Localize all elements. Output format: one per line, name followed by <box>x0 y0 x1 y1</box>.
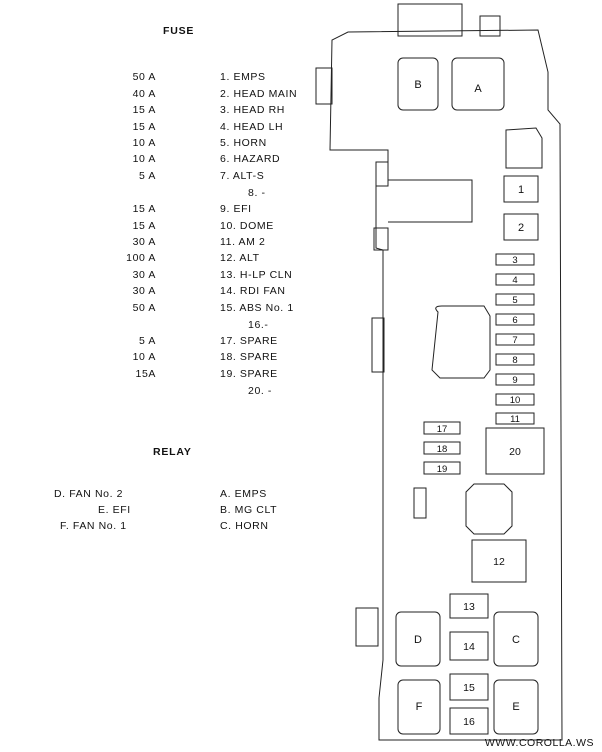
fuse-15-label: 15 <box>463 682 475 694</box>
fuse-label: 4. HEAD LH <box>220 121 284 133</box>
fuse-19-label: 19 <box>436 464 448 475</box>
fuse-amp: 10 A <box>132 137 156 149</box>
relay-label: D. FAN No. 2 <box>54 488 124 500</box>
side-tab <box>356 608 378 646</box>
fuse-amp: 5 A <box>139 170 156 182</box>
relay-b-label: B <box>414 79 422 91</box>
relay-label: F. FAN No. 1 <box>60 520 127 532</box>
fuse-12-label: 12 <box>493 556 505 568</box>
fuse-1-label: 1 <box>517 184 525 196</box>
fuse-amp: 15 A <box>132 104 156 116</box>
fuse-7-label: 7 <box>512 335 518 346</box>
fuse-label: 17. SPARE <box>220 335 278 347</box>
socket-upper <box>506 128 542 168</box>
fuse-label: 10. DOME <box>220 220 274 232</box>
fuse-label: 11. AM 2 <box>220 236 266 248</box>
relay-label: B. MG CLT <box>220 504 278 516</box>
fuse-20-label: 20 <box>509 446 521 458</box>
fuse-17-label: 17 <box>436 424 448 435</box>
fuse-label: 14. RDI FAN <box>220 285 286 297</box>
socket-lower <box>466 484 512 534</box>
fuse-18-label: 18 <box>436 444 448 455</box>
bracket-arm <box>388 180 472 222</box>
fuse-label: 19. SPARE <box>220 368 278 380</box>
fuse-label: 12. ALT <box>220 252 260 264</box>
fuse-header: FUSE <box>163 25 195 37</box>
fuse-label: 6. HAZARD <box>220 153 281 165</box>
fuse-amp: 5 A <box>139 335 156 347</box>
relay-e-label: E <box>512 701 520 713</box>
fuse-6-label: 6 <box>512 315 518 326</box>
relay-f-label: F <box>415 701 423 713</box>
fuse-label: 15. ABS No. 1 <box>220 302 294 314</box>
fuse-amp: 100 A <box>126 252 156 264</box>
fuse-3-label: 3 <box>512 255 518 266</box>
fuse-label: 5. HORN <box>220 137 267 149</box>
fuse-amp: 15A <box>135 368 156 380</box>
side-tab <box>376 162 388 186</box>
fuse-amp: 50 A <box>132 71 156 83</box>
fuse-amp: 10 A <box>132 153 156 165</box>
slot <box>414 488 426 518</box>
fuse-amp: 30 A <box>132 236 156 248</box>
fuse-label: 9. EFI <box>220 203 252 215</box>
fuse-label: 18. SPARE <box>220 351 278 363</box>
fuse-amp: 30 A <box>132 285 156 297</box>
fuse-label: 7. ALT-S <box>220 170 265 182</box>
fuse-4-label: 4 <box>512 275 518 286</box>
fuse-8-label: 8 <box>512 355 518 366</box>
fuse-13-label: 13 <box>463 601 475 613</box>
fuse-10-label: 10 <box>509 395 521 406</box>
relay-header: RELAY <box>153 446 192 458</box>
relay-c-label: C <box>512 634 520 646</box>
relay-label: C. HORN <box>220 520 269 532</box>
fuse-amp: 10 A <box>132 351 156 363</box>
fuse-5-label: 5 <box>512 295 518 306</box>
relay-label: E. EFI <box>98 504 131 516</box>
socket-middle <box>432 306 490 378</box>
fuse-16-label: 16 <box>463 716 475 728</box>
side-tab <box>316 68 332 104</box>
fuse-amp: 15 A <box>132 220 156 232</box>
relay-a-label: A <box>474 83 482 95</box>
relay-d-label: D <box>414 634 422 646</box>
fuse-amp: 30 A <box>132 269 156 281</box>
watermark: WWW.COROLLA.WS <box>484 737 594 749</box>
fuse-amp: 50 A <box>132 302 156 314</box>
fuse-11-label: 11 <box>510 414 520 425</box>
fuse-label: 13. H-LP CLN <box>220 269 293 281</box>
fuse-label: 20. - <box>248 385 273 397</box>
fuse-label: 16.- <box>248 319 269 331</box>
fuse-14-label: 14 <box>463 641 475 653</box>
fuse-label: 2. HEAD MAIN <box>220 88 298 100</box>
fuse-label: 3. HEAD RH <box>220 104 285 116</box>
fuse-amp: 40 A <box>132 88 156 100</box>
fuse-9-label: 9 <box>512 375 518 386</box>
fuse-amp: 15 A <box>132 203 156 215</box>
fuse-label: 1. EMPS <box>220 71 266 83</box>
side-tab <box>372 318 384 372</box>
fuse-label: 8. - <box>248 187 266 199</box>
top-tab <box>480 16 500 36</box>
fuse-2-label: 2 <box>517 222 525 234</box>
fuse-amp: 15 A <box>132 121 156 133</box>
relay-label: A. EMPS <box>220 488 267 500</box>
